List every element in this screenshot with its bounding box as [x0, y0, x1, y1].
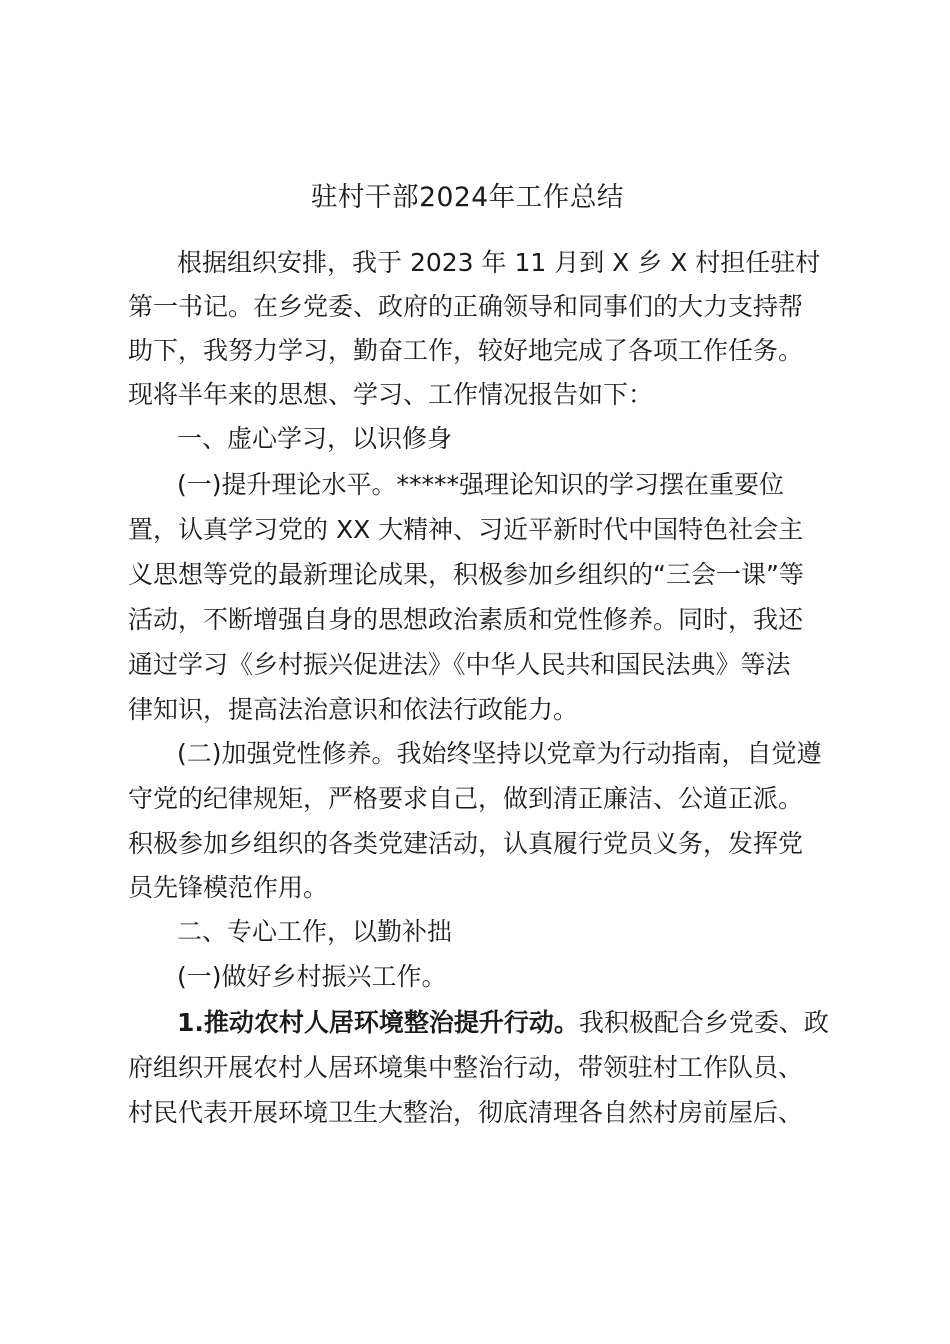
- paragraph-line: 通过学习《乡村振兴促进法》《中华人民共和国民法典》等法: [128, 650, 791, 679]
- paragraph-line: (二)加强党性修养。我始终坚持以党章为行动指南，自觉遵: [177, 739, 822, 768]
- paragraph-line: 义思想等党的最新理论成果，积极参加乡组织的“三会一课”等: [128, 560, 804, 589]
- paragraph-line: 根据组织安排，我于 2023 年 11 月到 X 乡 X 村担任驻村: [177, 248, 821, 277]
- paragraph-line: 置，认真学习党的 XX 大精神、习近平新时代中国特色社会主: [128, 515, 804, 544]
- section-heading: 二、专心工作，以勤补拙: [177, 917, 453, 946]
- paragraph-line: 活动，不断增强自身的思想政治素质和党性修养。同时，我还: [128, 605, 804, 634]
- paragraph-text: 我积极配合乡党委、政: [578, 1008, 829, 1037]
- paragraph-line: 现将半年来的思想、学习、工作情况报告如下：: [128, 380, 654, 409]
- paragraph-line: 律知识，提高法治意识和依法行政能力。: [128, 695, 579, 724]
- paragraph-line: 员先锋模范作用。: [128, 873, 329, 902]
- paragraph-line: 守党的纪律规矩，严格要求自己，做到清正廉洁、公道正派。: [128, 784, 804, 813]
- bold-heading: 1.推动农村人居环境整治提升行动。: [177, 1008, 579, 1037]
- page-title: 驻村干部2024年工作总结: [310, 182, 624, 213]
- paragraph-line: 积极参加乡组织的各类党建活动，认真履行党员义务，发挥党: [128, 829, 804, 858]
- paragraph-line: 村民代表开展环境卫生大整治，彻底清理各自然村房前屋后、: [128, 1098, 804, 1127]
- paragraph-line: 第一书记。在乡党委、政府的正确领导和同事们的大力支持帮: [128, 292, 804, 321]
- paragraph-line: [177, 1003, 829, 1043]
- section-heading: 一、虚心学习，以识修身: [177, 424, 453, 453]
- subsection-heading: (一)做好乡村振兴工作。: [177, 962, 447, 991]
- paragraph-line: 助下，我努力学习，勤奋工作，较好地完成了各项工作任务。: [128, 336, 804, 365]
- paragraph-line: (一)提升理论水平。*****强理论知识的学习摆在重要位: [177, 470, 785, 499]
- paragraph-line: 府组织开展农村人居环境集中整治行动，带领驻村工作队员、: [128, 1053, 804, 1082]
